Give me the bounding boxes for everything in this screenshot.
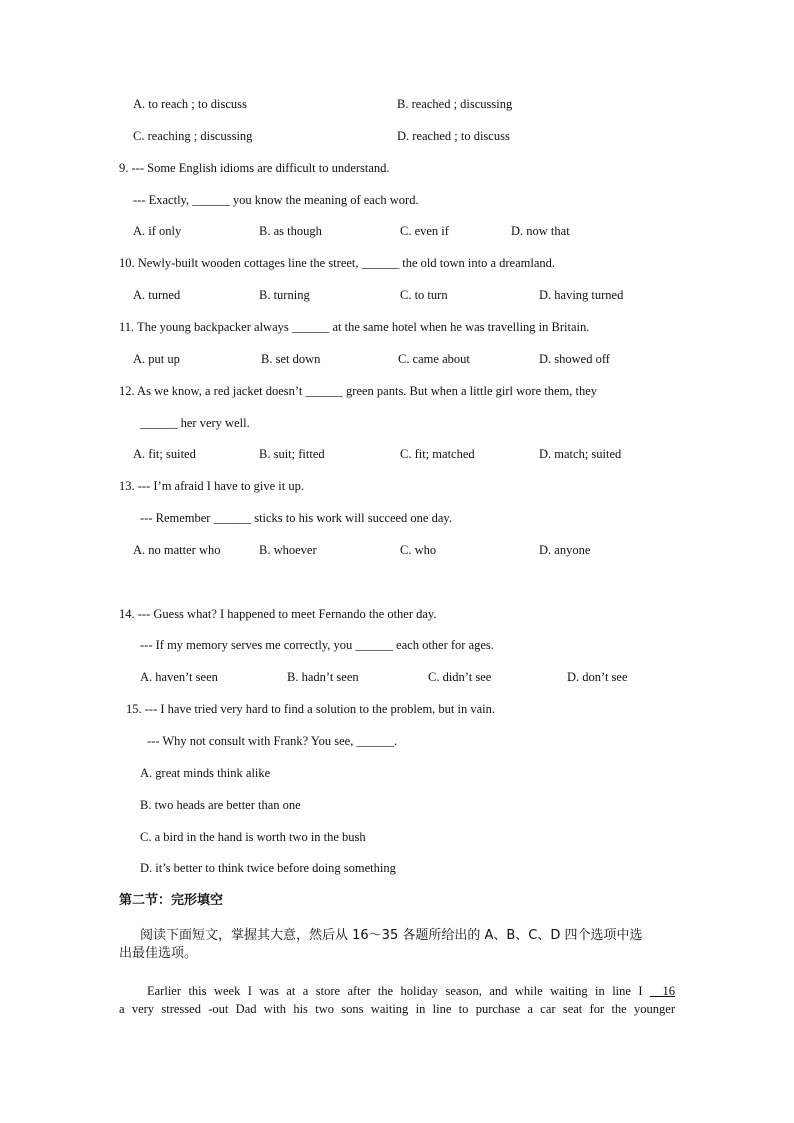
q9-dialog: --- Exactly, ______ you know the meaning of each word. — [133, 193, 419, 207]
q13-option-b: B. whoever — [259, 543, 317, 557]
q14-stem: 14. --- Guess what? I happened to meet Fernando the other day. — [119, 607, 437, 621]
q11-option-b: B. set down — [261, 352, 321, 366]
q9-option-c: C. even if — [400, 224, 449, 238]
q10-option-c: C. to turn — [400, 288, 448, 302]
q15-option-d: D. it’s better to think twice before doing something — [140, 861, 396, 875]
q13-stem: 13. --- I’m afraid I have to give it up. — [119, 479, 305, 493]
q15-option-b: B. two heads are better than one — [140, 798, 301, 812]
q14-option-c: C. didn’t see — [428, 670, 492, 684]
q11-option-c: C. came about — [398, 352, 470, 366]
q14-option-a: A. haven’t seen — [140, 670, 218, 684]
q10-option-b: B. turning — [259, 288, 310, 302]
q12-option-b: B. suit; fitted — [259, 447, 325, 461]
section-instructions-line2: 出最佳选项。 — [119, 946, 198, 961]
q12-option-c: C. fit; matched — [400, 447, 475, 461]
q14-dialog: --- If my memory serves me correctly, you ______ each other for ages. — [140, 638, 494, 652]
q14-option-d: D. don’t see — [567, 670, 628, 684]
q8-option-a: A. to reach ; to discuss — [133, 97, 247, 111]
q10-option-a: A. turned — [133, 288, 181, 302]
q15-dialog: --- Why not consult with Frank? You see, ______. — [147, 734, 398, 748]
q11-stem: 11. The young backpacker always ______ at the same hotel when he was travelling in Britain. — [119, 320, 590, 334]
q15-option-c: C. a bird in the hand is worth two in the bush — [140, 830, 366, 844]
passage-line1-text: Earlier this week I was at a store after the holiday season, and while waiting in line I — [147, 984, 643, 998]
q10-stem: 10. Newly-built wooden cottages line the street, ______ the old town into a dreamland. — [119, 256, 556, 270]
section-title: 第二节：完形填空 — [119, 893, 224, 908]
q12-option-d: D. match; suited — [539, 447, 622, 461]
q8-option-c: C. reaching ; discussing — [133, 129, 253, 143]
section-instructions-line1: 阅读下面短文，掌握其大意，然后从 16～35 各题所给出的 A、B、C、D 四个选项中选 — [140, 928, 643, 943]
q11-option-d: D. showed off — [539, 352, 610, 366]
q9-stem: 9. --- Some English idioms are difficult to understand. — [119, 161, 390, 175]
q8-option-b: B. reached ; discussing — [397, 97, 513, 111]
q13-option-d: D. anyone — [539, 543, 591, 557]
q9-option-d: D. now that — [511, 224, 570, 238]
q14-option-b: B. hadn’t seen — [287, 670, 359, 684]
q12-option-a: A. fit; suited — [133, 447, 196, 461]
passage-line2: a very stressed -out Dad with his two sons waiting in line to purchase a car seat for the younger — [119, 1002, 675, 1016]
blank-16: __16 — [650, 984, 675, 998]
q12-stem: 12. As we know, a red jacket doesn’t ______ green pants. But when a little girl wore them, they — [119, 384, 598, 398]
q13-option-c: C. who — [400, 543, 437, 557]
q9-option-b: B. as though — [259, 224, 322, 238]
q11-option-a: A. put up — [133, 352, 180, 366]
q9-option-a: A. if only — [133, 224, 182, 238]
q10-option-d: D. having turned — [539, 288, 624, 302]
q8-option-d: D. reached ; to discuss — [397, 129, 510, 143]
q13-option-a: A. no matter who — [133, 543, 221, 557]
passage-line1 — [147, 982, 675, 1000]
q15-option-a: A. great minds think alike — [140, 766, 271, 780]
q15-stem: 15. --- I have tried very hard to find a solution to the problem, but in vain. — [126, 702, 496, 716]
q12-stem-cont: ______ her very well. — [140, 416, 250, 430]
q13-dialog: --- Remember ______ sticks to his work will succeed one day. — [140, 511, 452, 525]
